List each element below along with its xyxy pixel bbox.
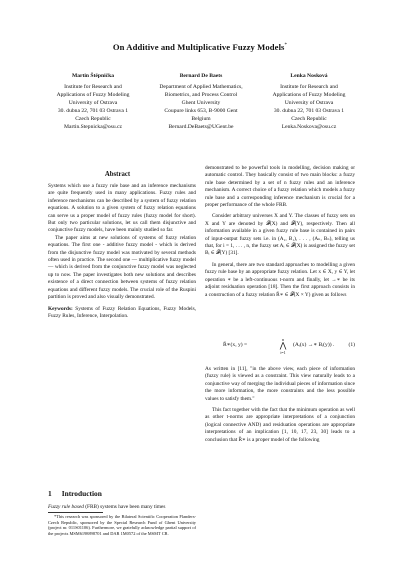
author-name: Martin Štěpnička [71,73,115,79]
author-name: Bernard De Baets [179,73,223,79]
footnote-text: This research was sponsored by the Bilateral Scientific Cooperation Flanders-Czech Republic, sponsored by the Special Research Fund of Ghent University (project nr. 011S01106). Furthermore, we gratefully acknowledge partial support of the projects MSM6198898701 and DAR 1M0572 of the MSMT CR. [48,514,196,536]
paper-title: On Additive and Multiplicative Fuzzy Models* [112,42,288,52]
right-column-top [205,165,355,299]
author-email: Bernard.DeBaets@UGent.be [168,124,234,131]
affiliation-line: Applications of Fuzzy Modeling [272,91,346,98]
keywords-text: Systems of Fuzzy Relation Equations, Fuzzy Models, Fuzzy Rules, Inference, Interpolation. [48,305,197,319]
affiliation-line: University of Ostrava [68,99,118,106]
section-number: 1 [48,489,52,498]
affiliation-line: Czech Republic [75,115,111,122]
wedge-symbol: ⋀ [279,341,287,350]
operator-lower-limit: i=1 [280,350,286,355]
intro-rest: (FRB) systems have been many times [83,504,166,510]
title-footnote-mark: * [284,43,288,49]
abstract-heading: Abstract [104,171,131,178]
affiliation-line: Belgium [191,115,211,122]
author-block-2 [147,72,255,131]
intro-text [48,504,196,511]
affiliation-line: 30. dubna 22, 701 03 Ostrava 1 [57,107,129,114]
footnote-rule [48,512,103,513]
author-block-1 [40,72,146,131]
affiliation-line: 30. dubna 22, 701 03 Ostrava 1 [273,107,345,114]
body-paragraph: This fact together with the fact that the minimum operation as well as other t-norms are appropriate interpretations of a conjunction (logical connective AND) and residuation operations are appropriate interpretations of an implication [1, 10, 17, 23, 30] leads to a conclusion that Ř∗ is a proper model of the following [205,407,355,443]
abstract-body [48,183,196,320]
author-email: Martin.Stepnicka@osu.cz [64,124,122,131]
affiliation-line: Ghent University [181,99,221,106]
affiliation-line: University of Ostrava [284,99,334,106]
author-block-3 [258,72,360,131]
section-title: Introduction [61,489,102,498]
affiliation-line: Biometrics, and Process Control [164,91,238,98]
affiliation-line: Department of Applied Mathematics, [159,83,243,90]
equation-number: (1) [348,342,355,348]
affiliation-line: Institute for Research and [64,83,122,90]
affiliation-line: Coupure links 653, B-9000 Gent [164,107,238,114]
affiliation-line: Institute for Research and [280,83,338,90]
author-name: Lenka Nosková [290,73,328,79]
affiliation-line: Czech Republic [291,115,327,122]
equation-rhs: (Aᵢ(x) →∗ Bᵢ(y)) . [293,342,335,348]
keywords-label: Keywords: [48,305,73,312]
abstract-paragraph: The paper aims at new solutions of systems of fuzzy relation equations. The first one - additive fuzzy model - which is derived from the disjunctive fuzzy model was motivated by several methods often used in practice. The second one — multiplicative fuzzy model — which is derived from the conjunctive fuzzy model was neglected up to now. The paper investigates both new solutions and describes existence of a direct connection between systems of fuzzy relation equations and different fuzzy models. The crucial role of the Ruspini partition is proved and also visually demonstrated. [48,234,196,301]
equation-lhs: Ř∗(x, y) = [223,342,248,348]
intro-emphasis: Fuzzy rule based [48,504,84,510]
affiliation-line: Applications of Fuzzy Modeling [56,91,130,98]
abstract-paragraph: Systems which use a fuzzy rule base and an inference mechanisms are quite frequently used in many applications. Fuzzy rules and inference mechanisms can be described by a system of fuzzy relation equations. A solution to a given system of fuzzy relation equations can serve us a proper model of fuzzy rules (fuzzy model for short). But only two particular solutions, let us call them disjunctive and conjunctive fuzzy models, have been mainly studied so far. [48,183,196,234]
equation-1 [205,336,355,360]
body-paragraph: As written in [11], "in the above view, each piece of information (fuzzy rule) is viewed as a constraint. This view naturally leads to a conjunctive way of merging the individual pieces of information since the more information, the more constraints and the less possible values to satisfy them." [205,366,355,402]
section-heading [48,489,102,498]
body-paragraph: Consider arbitrary universes X and Y. The classes of fuzzy sets on X and Y are denoted by 𝓕(X) and 𝓕(Y), respectively. Then all information available in a given fuzzy rule base is contained in pairs of input-output fuzzy sets i.e. in (A₁, B₁), . . . , (Aₙ, Bₙ), telling us that, for i = 1, . . . , n, the fuzzy set Aᵢ ∈ 𝓕(X) is assigned the fuzzy set Bᵢ ∈ 𝓕(Y) [31]. [205,213,355,257]
author-email: Lenka.Noskova@osu.cz [281,124,337,131]
operator-upper-limit: n [282,337,284,342]
footnote [48,514,196,536]
body-paragraph: In general, there are two standard approaches to modelling a given fuzzy rule base by an appropriate fuzzy relation. Let x ∈ X, y ∈ Y, let operation ∗ be a left-continuous t-norm and finally, let →∗ be its adjoint residuation operation [18]. Then the first approach consists in a construction of a fuzzy relation Ř∗ ∈ 𝓕(X × Y) given as follows [205,261,355,298]
body-paragraph: demonstrated to be powerful tools in modelling, decision making or automatic control. They basically consist of two main blocks: a fuzzy rule base determined by a set of n fuzzy rules and an inference mechanism. A correct choice of a fuzzy relation which models a fuzzy rule base and a corresponding inference mechanism is crucial for a proper performance of the whole FRB. [205,165,355,209]
keywords [48,306,196,321]
footnote-mark: * [54,514,57,519]
big-wedge-operator [278,337,288,355]
right-column-bottom [205,366,355,444]
